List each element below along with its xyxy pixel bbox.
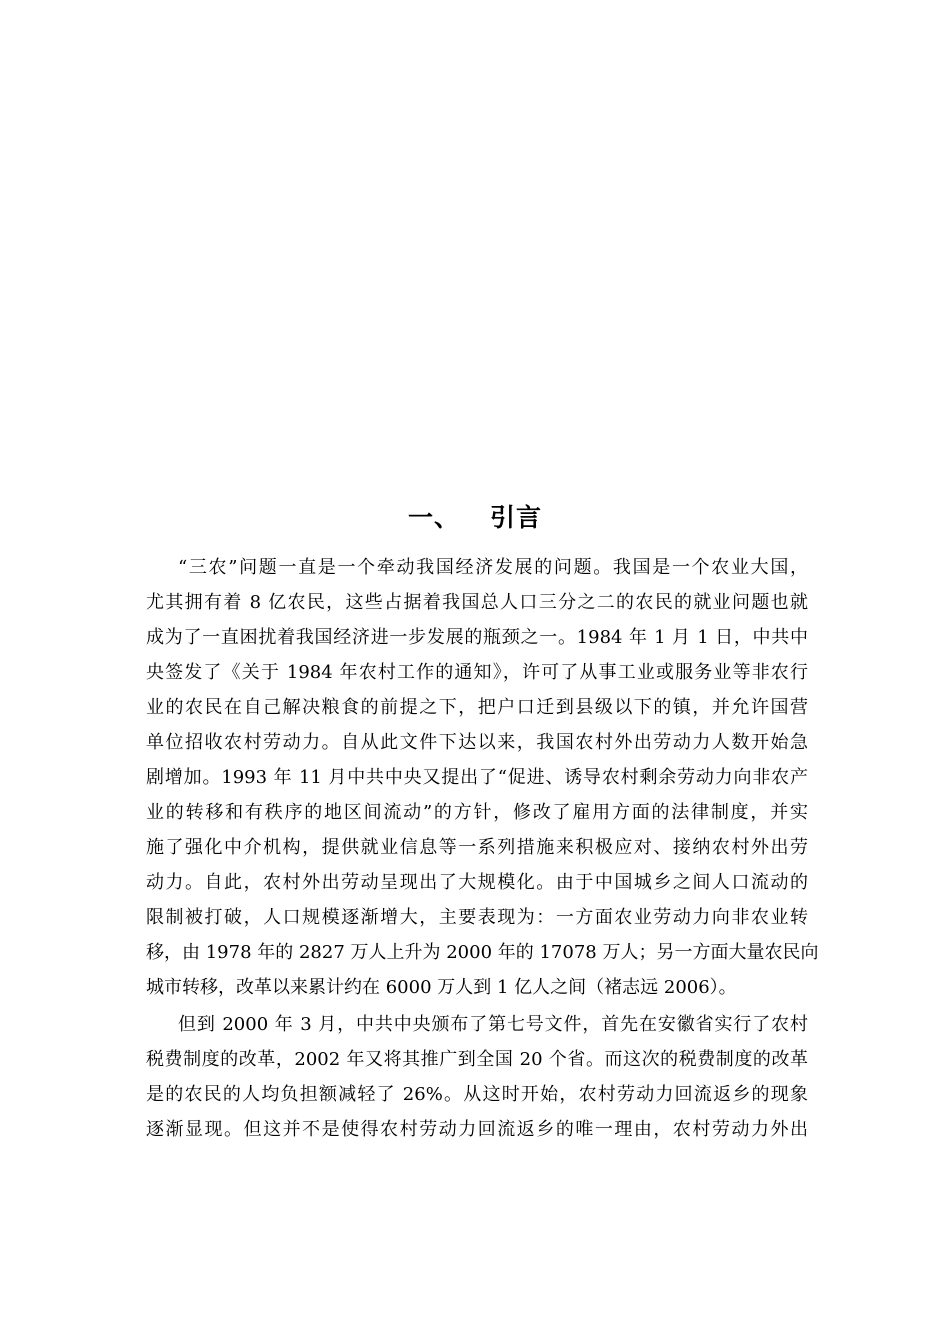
- paragraph-1-line: 央签发了《关于 1984 年农村工作的通知》，许可了从事工业或服务业等非农行: [146, 662, 808, 683]
- section-heading: [0, 500, 950, 536]
- paragraph-1-line: 成为了一直困扰着我国经济进一步发展的瓶颈之一。1984 年 1 月 1 日，中共中: [146, 627, 808, 648]
- paragraph-1-line: 剧增加。1993 年 11 月中共中央又提出了“促进、诱导农村剩余劳动力向非农产: [146, 767, 808, 788]
- paragraph-2-line: 税费制度的改革，2002 年又将其推广到全国 20 个省。而这次的税费制度的改革: [146, 1049, 808, 1070]
- section-title: 引言: [490, 503, 543, 532]
- paragraph-1-line: 城市转移，改革以来累计约在 6000 万人到 1 亿人之间（褚志远 2006）。: [146, 977, 737, 998]
- paragraph-1-line: 业的农民在自己解决粮食的前提之下，把户口迁到县级以下的镇，并允许国营: [146, 697, 808, 718]
- paragraph-1-line: 移，由 1978 年的 2827 万人上升为 2000 年的 17078 万人；另一方面大量农民向: [146, 942, 819, 963]
- paragraph-2-line: 是的农民的人均负担额减轻了 26%。从这时开始，农村劳动力回流返乡的现象: [146, 1084, 808, 1105]
- paragraph-2-line: 但到 2000 年 3 月，中共中央颁布了第七号文件，首先在安徽省实行了农村: [178, 1014, 808, 1035]
- paragraph-2-line: 逐渐显现。但这并不是使得农村劳动力回流返乡的唯一理由，农村劳动力外出: [146, 1119, 808, 1140]
- paragraph-1-line: 尤其拥有着 8 亿农民，这些占据着我国总人口三分之二的农民的就业问题也就: [146, 592, 808, 613]
- paragraph-1-line: 施了强化中介机构，提供就业信息等一系列措施来积极应对、接纳农村外出劳: [146, 837, 808, 858]
- paragraph-1-line: “三农”问题一直是一个牵动我国经济发展的问题。我国是一个农业大国，: [178, 557, 808, 578]
- paragraph-1-line: 限制被打破，人口规模逐渐增大，主要表现为：一方面农业劳动力向非农业转: [146, 907, 808, 928]
- paragraph-1-line: 单位招收农村劳动力。自从此文件下达以来，我国农村外出劳动力人数开始急: [146, 732, 808, 753]
- section-number: 一、: [407, 503, 460, 532]
- paragraph-1-line: 业的转移和有秩序的地区间流动”的方针，修改了雇用方面的法律制度，并实: [146, 802, 808, 823]
- paragraph-1-line: 动力。自此，农村外出劳动呈现出了大规模化。由于中国城乡之间人口流动的: [146, 872, 808, 893]
